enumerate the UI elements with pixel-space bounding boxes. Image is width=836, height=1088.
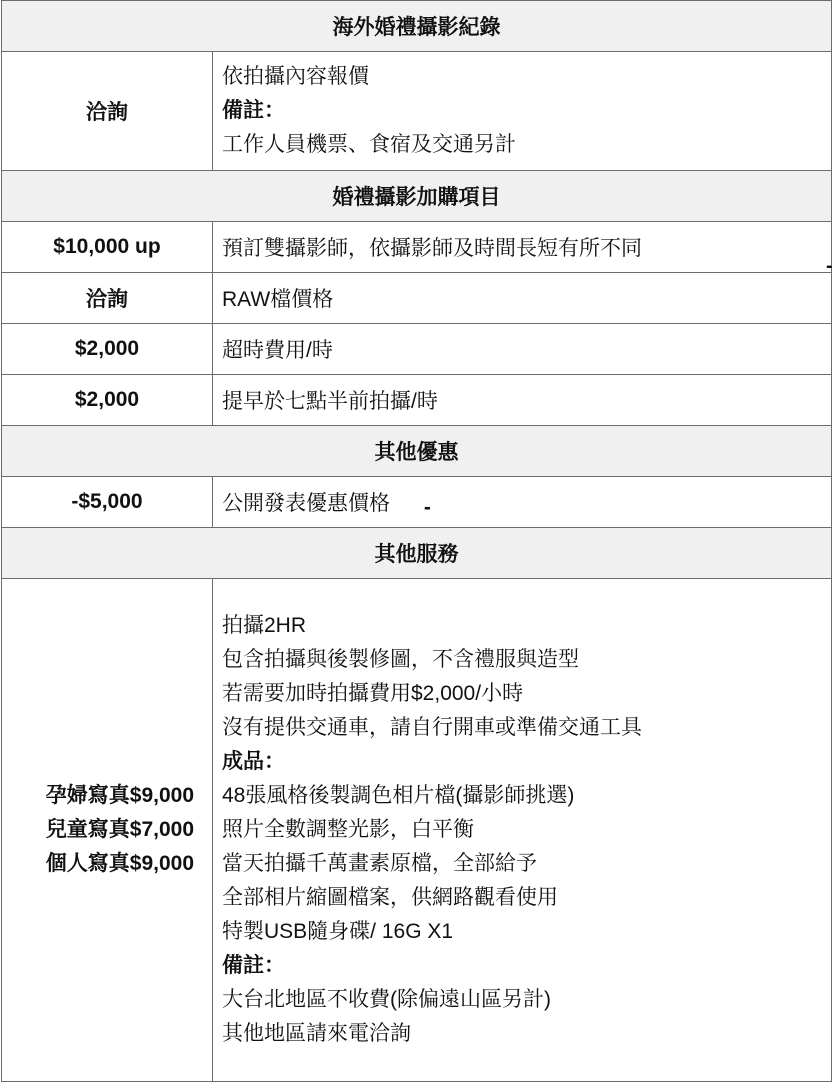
description-line: 特製USB隨身碟/ 16G X1 [222, 920, 454, 943]
price-cell: -$5,000 [2, 477, 213, 528]
table-row [2, 222, 832, 273]
section-header-addons [2, 171, 832, 222]
section-title: 其他服務 [2, 528, 832, 579]
price-cell: 洽詢 [2, 273, 213, 324]
price-cell: $2,000 [2, 375, 213, 426]
description-text: 公開發表優惠價格 [222, 492, 390, 515]
table-row [2, 477, 832, 528]
description-line: 其他地區請來電洽詢 [222, 1022, 411, 1045]
description-cell: RAW檔價格 [213, 273, 832, 324]
section-title: 海外婚禮攝影紀錄 [2, 1, 832, 52]
description-cell [213, 52, 832, 171]
description-line: 48張風格後製調色相片檔(攝影師挑選) [222, 784, 575, 807]
dash-mark: - [423, 496, 431, 519]
pricing-table [1, 0, 832, 1082]
price-line: 孕婦寫真$9,000 [45, 784, 194, 807]
price-cell: $10,000 up [2, 222, 213, 273]
price-cell [2, 579, 213, 1082]
description-line: 拍攝2HR [222, 614, 307, 637]
table-row-overseas [2, 52, 832, 171]
description-line: 全部相片縮圖檔案，供網路觀看使用 [222, 886, 558, 909]
description-line: 大台北地區不收費(除偏遠山區另計) [222, 988, 551, 1011]
table-row [2, 273, 832, 324]
description-line: 照片全數調整光影，白平衡 [222, 818, 474, 841]
table-row-services [2, 579, 832, 1082]
edge-dash-mark: - [826, 255, 833, 277]
description-line: 包含拍攝與後製修圖，不含禮服與造型 [222, 648, 579, 671]
section-header-other-offers [2, 426, 832, 477]
note-label: 備註： [222, 99, 285, 122]
section-header-overseas [2, 1, 832, 52]
section-header-other-services [2, 528, 832, 579]
price-line: 兒童寫真$7,000 [45, 818, 194, 841]
description-line: 若需要加時拍攝費用$2,000/小時 [222, 682, 524, 705]
price-cell: $2,000 [2, 324, 213, 375]
description-line: 工作人員機票、食宿及交通另計 [222, 133, 516, 156]
description-cell: 超時費用/時 [213, 324, 832, 375]
table-row [2, 324, 832, 375]
description-cell [213, 477, 832, 528]
description-line: 沒有提供交通車，請自行開車或準備交通工具 [222, 716, 642, 739]
note-label: 備註： [222, 954, 285, 977]
description-line: 當天拍攝千萬畫素原檔，全部給予 [222, 852, 537, 875]
description-cell: 提早於七點半前拍攝/時 [213, 375, 832, 426]
table-row [2, 375, 832, 426]
section-title: 婚禮攝影加購項目 [2, 171, 832, 222]
description-cell: 預訂雙攝影師，依攝影師及時間長短有所不同 [213, 222, 832, 273]
price-cell: 洽詢 [2, 52, 213, 171]
section-title: 其他優惠 [2, 426, 832, 477]
product-label: 成品： [222, 750, 285, 773]
description-cell [213, 579, 832, 1082]
price-line: 個人寫真$9,000 [45, 852, 194, 875]
description-line: 依拍攝內容報價 [222, 65, 369, 88]
